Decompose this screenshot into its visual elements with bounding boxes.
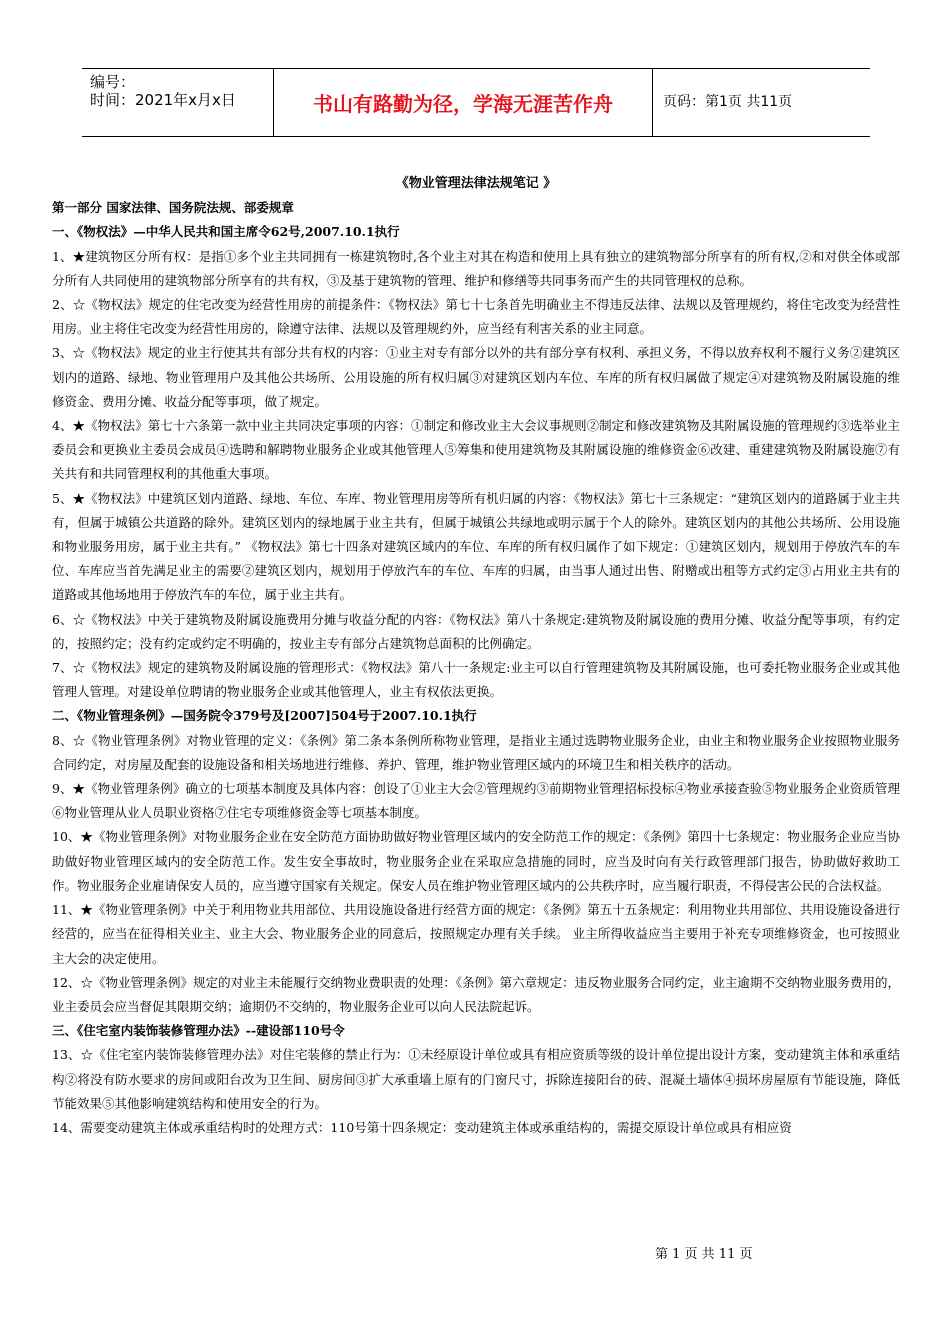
date-label: 时间：2021年x月x日 xyxy=(90,91,236,109)
header-motto-cell xyxy=(274,69,653,136)
page-footer: 第 1 页 共 11 页 xyxy=(655,1247,753,1262)
header-table xyxy=(82,68,870,137)
header-meta-cell xyxy=(82,69,274,136)
paragraph-4: 4、★《物权法》第七十六条第一款中业主共同决定事项的内容：①制定和修改业主大会议事规则②制定和修改建筑物及其附属设施的管理规约③选举业主委员会和更换业主委员会成员④选聘和解聘物业服务企业或其他管理人⑤筹集和使用建筑物及其附属设施的维修资金⑥改建、重建建筑物及附属设施⑦有关共有和共同管理权利的其他重大事项。 xyxy=(52,418,900,482)
paragraph-14: 14、需要变动建筑主体或承重结构时的处理方式：110号第十四条规定：变动建筑主体或承重结构的，需提交原设计单位或具有相应资 xyxy=(52,1119,792,1135)
paragraph-3: 3、☆《物权法》规定的业主行使其共有部分共有权的内容：①业主对专有部分以外的共有部分享有权利、承担义务，不得以放弃权利不履行义务②建筑区划内的道路、绿地、物业管理用户及其他公共场所、公用设施的所有权归属③对建筑区划内车位、车库的所有权归属做了规定④对建筑物及附属设施的维修资金、费用分摊、收益分配等事项，做了规定。 xyxy=(52,345,900,409)
motto-text: 书山有路勤为径，学海无涯苦作舟 xyxy=(313,92,613,116)
section-heading-2: 二、《物业管理条例》—国务院令379号及[2007]504号于2007.10.1执行 xyxy=(52,708,477,724)
paragraph-12: 12、☆《物业管理条例》规定的对业主未能履行交纳物业费职责的处理：《条例》第六章规定：违反物业服务合同约定，业主逾期不交纳物业服务费用的，业主委员会应当督促其限期交纳；逾期仍不交纳的，物业服务企业可以向人民法院起诉。 xyxy=(52,974,900,1014)
header-page-cell xyxy=(653,69,870,136)
section-heading-3: 三、《住宅室内装饰装修管理办法》--建设部110号令 xyxy=(52,1023,345,1039)
paragraph-5: 5、★《物权法》中建筑区划内道路、绿地、车位、车库、物业管理用房等所有机归属的内容：《物权法》第七十三条规定：“建筑区划内的道路属于业主共有，但属于城镇公共道路的除外。建筑区划内的绿地属于业主共有，但属于城镇公共绿地或明示属于个人的除外。建筑区划内的其他公共场所、公用设施和物业服务用房，属于业主共有。” 《物权法》第七十四条对建筑区域内的车位、车库的所有权归属作了如下规定：①建筑区划内，规划用于停放汽车的车位、车库应当首先满足业主的需要②建筑区划内，规划用于停放汽车的车位、车库的归属，由当事人通过出售、附赠或出租等方式约定③占用业主共有的道路或其他场地用于停放汽车的车位，属于业主共有。 xyxy=(52,490,900,603)
number-label: 编号： xyxy=(90,73,136,91)
page-label: 页码：第1页 共11页 xyxy=(663,94,793,110)
paragraph-11: 11、★《物业管理条例》中关于利用物业共用部位、共用设施设备进行经营方面的规定：《条例》第五十五条规定：利用物业共用部位、共用设施设备进行经营的，应当在征得相关业主、业主大会、物业服务企业的同意后，按照规定办理有关手续。 业主所得收益应当主要用于补充专项维修资金，也可按照业主大会的决定使用。 xyxy=(52,902,900,966)
paragraph-6: 6、☆《物权法》中关于建筑物及附属设施费用分摊与收益分配的内容：《物权法》第八十条规定:建筑物及附属设施的费用分摊、收益分配等事项，有约定的，按照约定；没有约定或约定不明确的，按业主专有部分占建筑物总面积的比例确定。 xyxy=(52,611,900,651)
paragraph-1: 1、★建筑物区分所有权：是指①多个业主共同拥有一栋建筑物时,各个业主对其在构造和使用上具有独立的建筑物部分所享有的所有权,②和对供全体或部分所有人共同使用的建筑物部分所享有的共有权，③及基于建筑物的管理、维护和修缮等共同事务而产生的共同管理权的总称。 xyxy=(52,248,900,288)
paragraph-13: 13、☆《住宅室内装饰装修管理办法》对住宅装修的禁止行为：①未经原设计单位或具有相应资质等级的设计单位提出设计方案，变动建筑主体和承重结构②将没有防水要求的房间或阳台改为卫生间、厨房间③扩大承重墙上原有的门窗尺寸，拆除连接阳台的砖、混凝土墙体④损坏房屋原有节能设施，降低节能效果⑤其他影响建筑结构和使用安全的行为。 xyxy=(52,1047,900,1111)
paragraph-10: 10、★《物业管理条例》对物业服务企业在安全防范方面协助做好物业管理区域内的安全防范工作的规定：《条例》第四十七条规定：物业服务企业应当协助做好物业管理区域内的安全防范工作。发生安全事故时，物业服务企业在采取应急措施的同时，应当及时向有关行政管理部门报告，协助做好救助工作。物业服务企业雇请保安人员的，应当遵守国家有关规定。保安人员在维护物业管理区域内的公共秩序时，应当履行职责，不得侵害公民的合法权益。 xyxy=(52,829,900,893)
paragraph-2: 2、☆《物权法》规定的住宅改变为经营性用房的前提条件：《物权法》第七十七条首先明确业主不得违反法律、法规以及管理规约，将住宅改变为经营性用房。业主将住宅改变为经营性用房的，除遵守法律、法规以及管理规约外，应当经有利害关系的业主同意。 xyxy=(52,297,900,337)
paragraph-8: 8、☆《物业管理条例》对物业管理的定义：《条例》第二条本条例所称物业管理，是指业主通过选聘物业服务企业，由业主和物业服务企业按照物业服务合同约定，对房屋及配套的设施设备和相关场地进行维修、养护、管理，维护物业管理区域内的环境卫生和相关秩序的活动。 xyxy=(52,732,900,772)
section-heading-1: 一、《物权法》—中华人民共和国主席令62号,2007.10.1执行 xyxy=(52,224,400,240)
paragraph-9: 9、★《物业管理条例》确立的七项基本制度及具体内容：创设了①业主大会②管理规约③前期物业管理招标投标④物业承接查验⑤物业服务企业资质管理⑥物业管理从业人员职业资格⑦住宅专项维修资金等七项基本制度。 xyxy=(52,781,900,821)
document-body xyxy=(52,172,900,1140)
paragraph-7: 7、☆《物权法》规定的建筑物及附属设施的管理形式：《物权法》第八十一条规定:业主可以自行管理建筑物及其附属设施，也可委托物业服务企业或其他管理人管理。对建设单位聘请的物业服务企业或其他管理人，业主有权依法更换。 xyxy=(52,660,900,700)
part-heading: 第一部分 国家法律、国务院法规、部委规章 xyxy=(52,200,294,216)
document-title: 《物业管理法律法规笔记 》 xyxy=(395,176,557,191)
